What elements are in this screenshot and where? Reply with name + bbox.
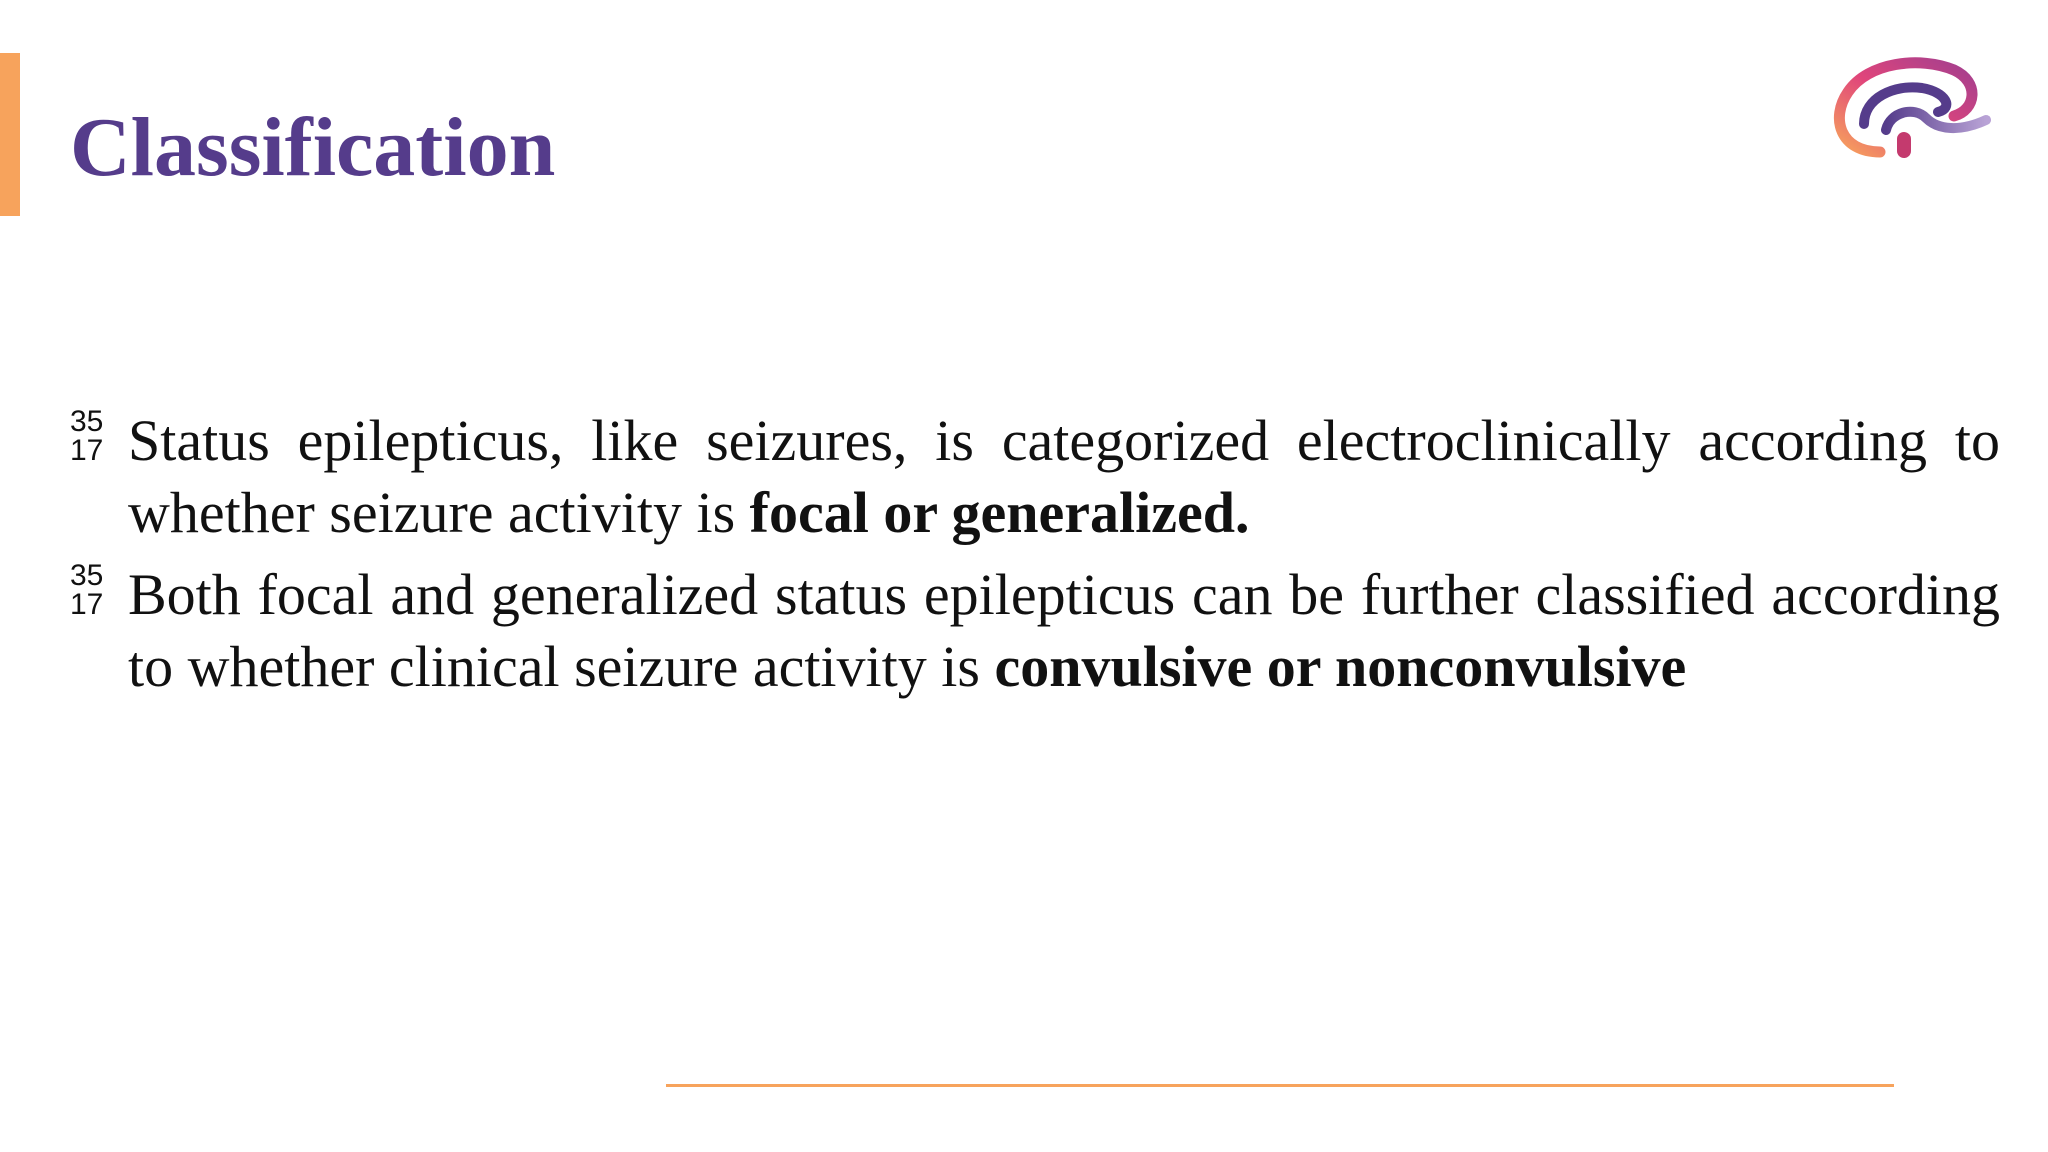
list-item xyxy=(70,405,2000,549)
brain-swirl-logo-icon xyxy=(1820,48,1992,168)
bullet-marker xyxy=(70,407,116,465)
marker-bottom: 17 xyxy=(70,588,104,621)
item-text: Status epilepticus, like seizures, is categorized electroclinically according to whether seizure activity is xyxy=(128,408,2000,545)
marker-top: 35 xyxy=(70,559,104,592)
item-text: Both focal and generalized status epilepticus can be further classified according to whether clinical seizure activity is xyxy=(128,562,2000,699)
bullet-marker xyxy=(70,561,116,619)
marker-top: 35 xyxy=(70,405,104,438)
slide-title: Classification xyxy=(70,101,556,194)
list-item xyxy=(70,559,2000,703)
item-text-bold: focal or generalized. xyxy=(749,480,1250,545)
bullet-list xyxy=(70,405,2000,713)
item-text-bold: convulsive or nonconvulsive xyxy=(994,634,1687,699)
accent-bar xyxy=(0,53,20,216)
bottom-divider xyxy=(666,1084,1894,1087)
marker-bottom: 17 xyxy=(70,434,104,467)
